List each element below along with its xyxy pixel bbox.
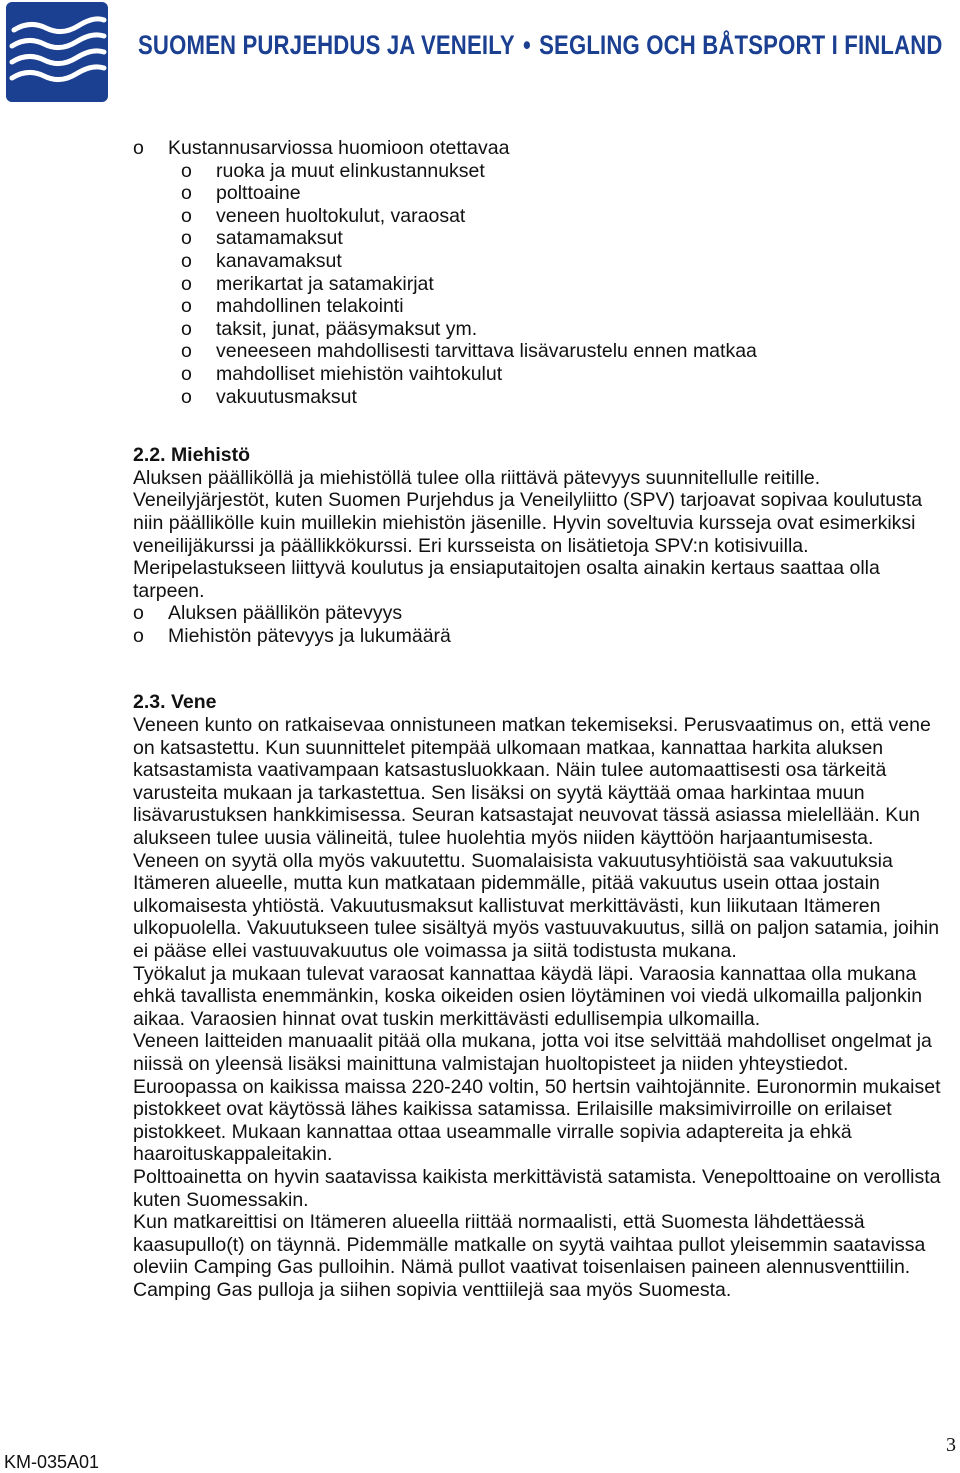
org-name-sv: SEGLING OCH BÅTSPORT I FINLAND <box>539 30 943 60</box>
bullet-icon: o <box>181 227 192 250</box>
boat-paragraph: Veneen on syytä olla myös vakuutettu. Suomalaisista vakuutusyhtiöistä saa vakuutuksia Itämeren alueelle, mutta kun matkataan pidemmälle, pitää vakuutus usein ottaa jostain ulkomaisesta yhtiöstä. Vakuutusmaksut kallistuvat merkittävästi, kun liikutaan Itämeren ulkopuolella. Vakuutukseen tulee sisältyä myös vastuuvakuutus, sillä on paljon satamia, joihin ei pääse ellei vastuuvakuutus ole voimassa ja siitä todistusta mukana. <box>133 849 940 962</box>
organization-name <box>138 30 943 61</box>
org-separator: • <box>523 30 531 60</box>
list-item: o vakuutusmaksut <box>181 385 357 408</box>
section-heading-boat: 2.3. Vene <box>133 691 217 714</box>
document-code: KM-035A01 <box>4 1452 100 1472</box>
boat-paragraph: Työkalut ja mukaan tulevat varaosat kannattaa käydä läpi. Varaosia kannattaa olla mukana ehkä tavallista enemmänkin, koska oikeiden osien löytäminen voi viedä ulkomailla paljonkin aikaa. Varaosien hinnat ovat tuskin merkittävästi edullisempia ulkomailla. <box>133 962 923 1030</box>
list-item: o Miehistön pätevyys ja lukumäärä <box>133 624 451 647</box>
cost-list-title: o Kustannusarviossa huomioon otettavaa <box>133 137 510 159</box>
bullet-icon: o <box>181 249 192 272</box>
list-item: o satamamaksut <box>181 227 343 250</box>
boat-paragraph: Veneen kunto on ratkaisevaa onnistuneen matkan tekemiseksi. Perusvaatimus on, että vene on katsastettu. Kun suunnittelet pitempää ulkomaan matkaa, kannattaa harkita aluksen katsastamista vaativampaan katsastusluokkaan. Näin tulee automaattisesti osa tärkeitä varusteita mukaan ja tarkastettua. Sen lisäksi on syytä käyttää omaa harkintaa muun lisävarustuksen hankkimisessa. Seuran katsastajat neuvovat tässä asiassa mielellään. Kun alukseen tulee uusia välineitä, tulee huolehtia myös niiden käyttöön harjaantumisesta. <box>133 714 931 850</box>
boat-paragraph: Veneen laitteiden manuaalit pitää olla mukana, jotta voi itse selvittää mahdolliset ongelmat ja niissä on yleensä lisäksi mainittuna valmistajan huoltopisteet ja niiden yhteystiedot. <box>133 1030 932 1075</box>
list-item: o ruoka ja muut elinkustannukset <box>181 159 485 182</box>
crew-list <box>133 602 951 647</box>
spacer <box>133 647 951 691</box>
boat-paragraph: Polttoainetta on hyvin saatavissa kaikista merkittävistä satamista. Venepolttoaine on verollista kuten Suomessakin. <box>133 1165 941 1211</box>
list-item: o Aluksen päällikön pätevyys <box>133 602 403 625</box>
list-item: o polttoaine <box>181 182 301 205</box>
bullet-icon: o <box>181 340 192 363</box>
bullet-icon: o <box>181 317 192 340</box>
bullet-icon: o <box>181 182 192 205</box>
page-header <box>0 0 960 104</box>
list-item: o merikartat ja satamakirjat <box>181 272 434 295</box>
page-number: 3 <box>946 1434 956 1456</box>
bullet-icon: o <box>133 602 144 625</box>
list-item: o veneeseen mahdollisesti tarvittava lisävarustelu ennen matkaa <box>181 340 757 363</box>
list-item: o mahdolliset miehistön vaihtokulut <box>181 362 503 385</box>
boat-paragraph: Kun matkareittisi on Itämeren alueella riittää normaalisti, että Suomesta lähdettäessä kaasupullo(t) on täynnä. Pidemmälle matkalle on syytä vaihtaa pullot yleisemmin saatavissa oleviin Camping Gas pulloihin. Nämä pullot vaativat toisenlaisen paineen alennusventtiilin. Camping Gas pulloja ja siihen sopivia venttiilejä saa myös Suomesta. <box>133 1211 926 1301</box>
list-item: o veneen huoltokulut, varaosat <box>181 204 466 227</box>
org-name-fi: SUOMEN PURJEHDUS JA VENEILY <box>138 30 515 60</box>
bullet-icon: o <box>133 137 144 159</box>
bullet-icon: o <box>181 295 192 318</box>
document-body <box>133 137 951 1302</box>
crew-paragraph: Aluksen päälliköllä ja miehistöllä tulee olla riittävä pätevyys suunnitellulle reitille. Veneilyjärjestöt, kuten Suomen Purjehdus ja Veneilyliitto (SPV) tarjoavat sopivaa koulutusta niin päällikölle kuin muillekin miehistön jäsenille. Hyvin soveltuvia kursseja ovat esimerkiksi veneilijäkurssi ja päällikkökurssi. Eri kursseista on lisätietoja SPV:n kotisivuilla. Meripelastukseen liittyvä koulutus ja ensiaputaitojen osalta ainakin kertaus saattaa olla tarpeen. <box>133 466 923 602</box>
list-item: o kanavamaksut <box>181 249 342 272</box>
boat-paragraph: Euroopassa on kaikissa maissa 220-240 voltin, 50 hertsin vaihtojännite. Euronormin mukaiset pistokkeet ovat käytössä lähes kaikissa satamissa. Erilaisille maksimivirroille on erilaiset pistokkeet. Mukaan kannattaa ottaa useammalle virralle sopivia adaptereita ja ehkä haaroituskappaleitakin. <box>133 1075 941 1166</box>
bullet-icon: o <box>181 362 192 385</box>
bullet-icon: o <box>181 159 192 182</box>
list-item: o taksit, junat, pääsymaksut ym. <box>181 317 478 340</box>
list-item: o mahdollinen telakointi <box>181 295 404 318</box>
spacer <box>133 408 951 444</box>
bullet-icon: o <box>133 624 144 647</box>
cost-list <box>133 137 951 408</box>
bullet-icon: o <box>181 204 192 227</box>
bullet-icon: o <box>181 385 192 408</box>
section-heading-crew: 2.2. Miehistö <box>133 444 251 467</box>
bullet-icon: o <box>181 272 192 295</box>
spv-logo <box>6 2 108 102</box>
